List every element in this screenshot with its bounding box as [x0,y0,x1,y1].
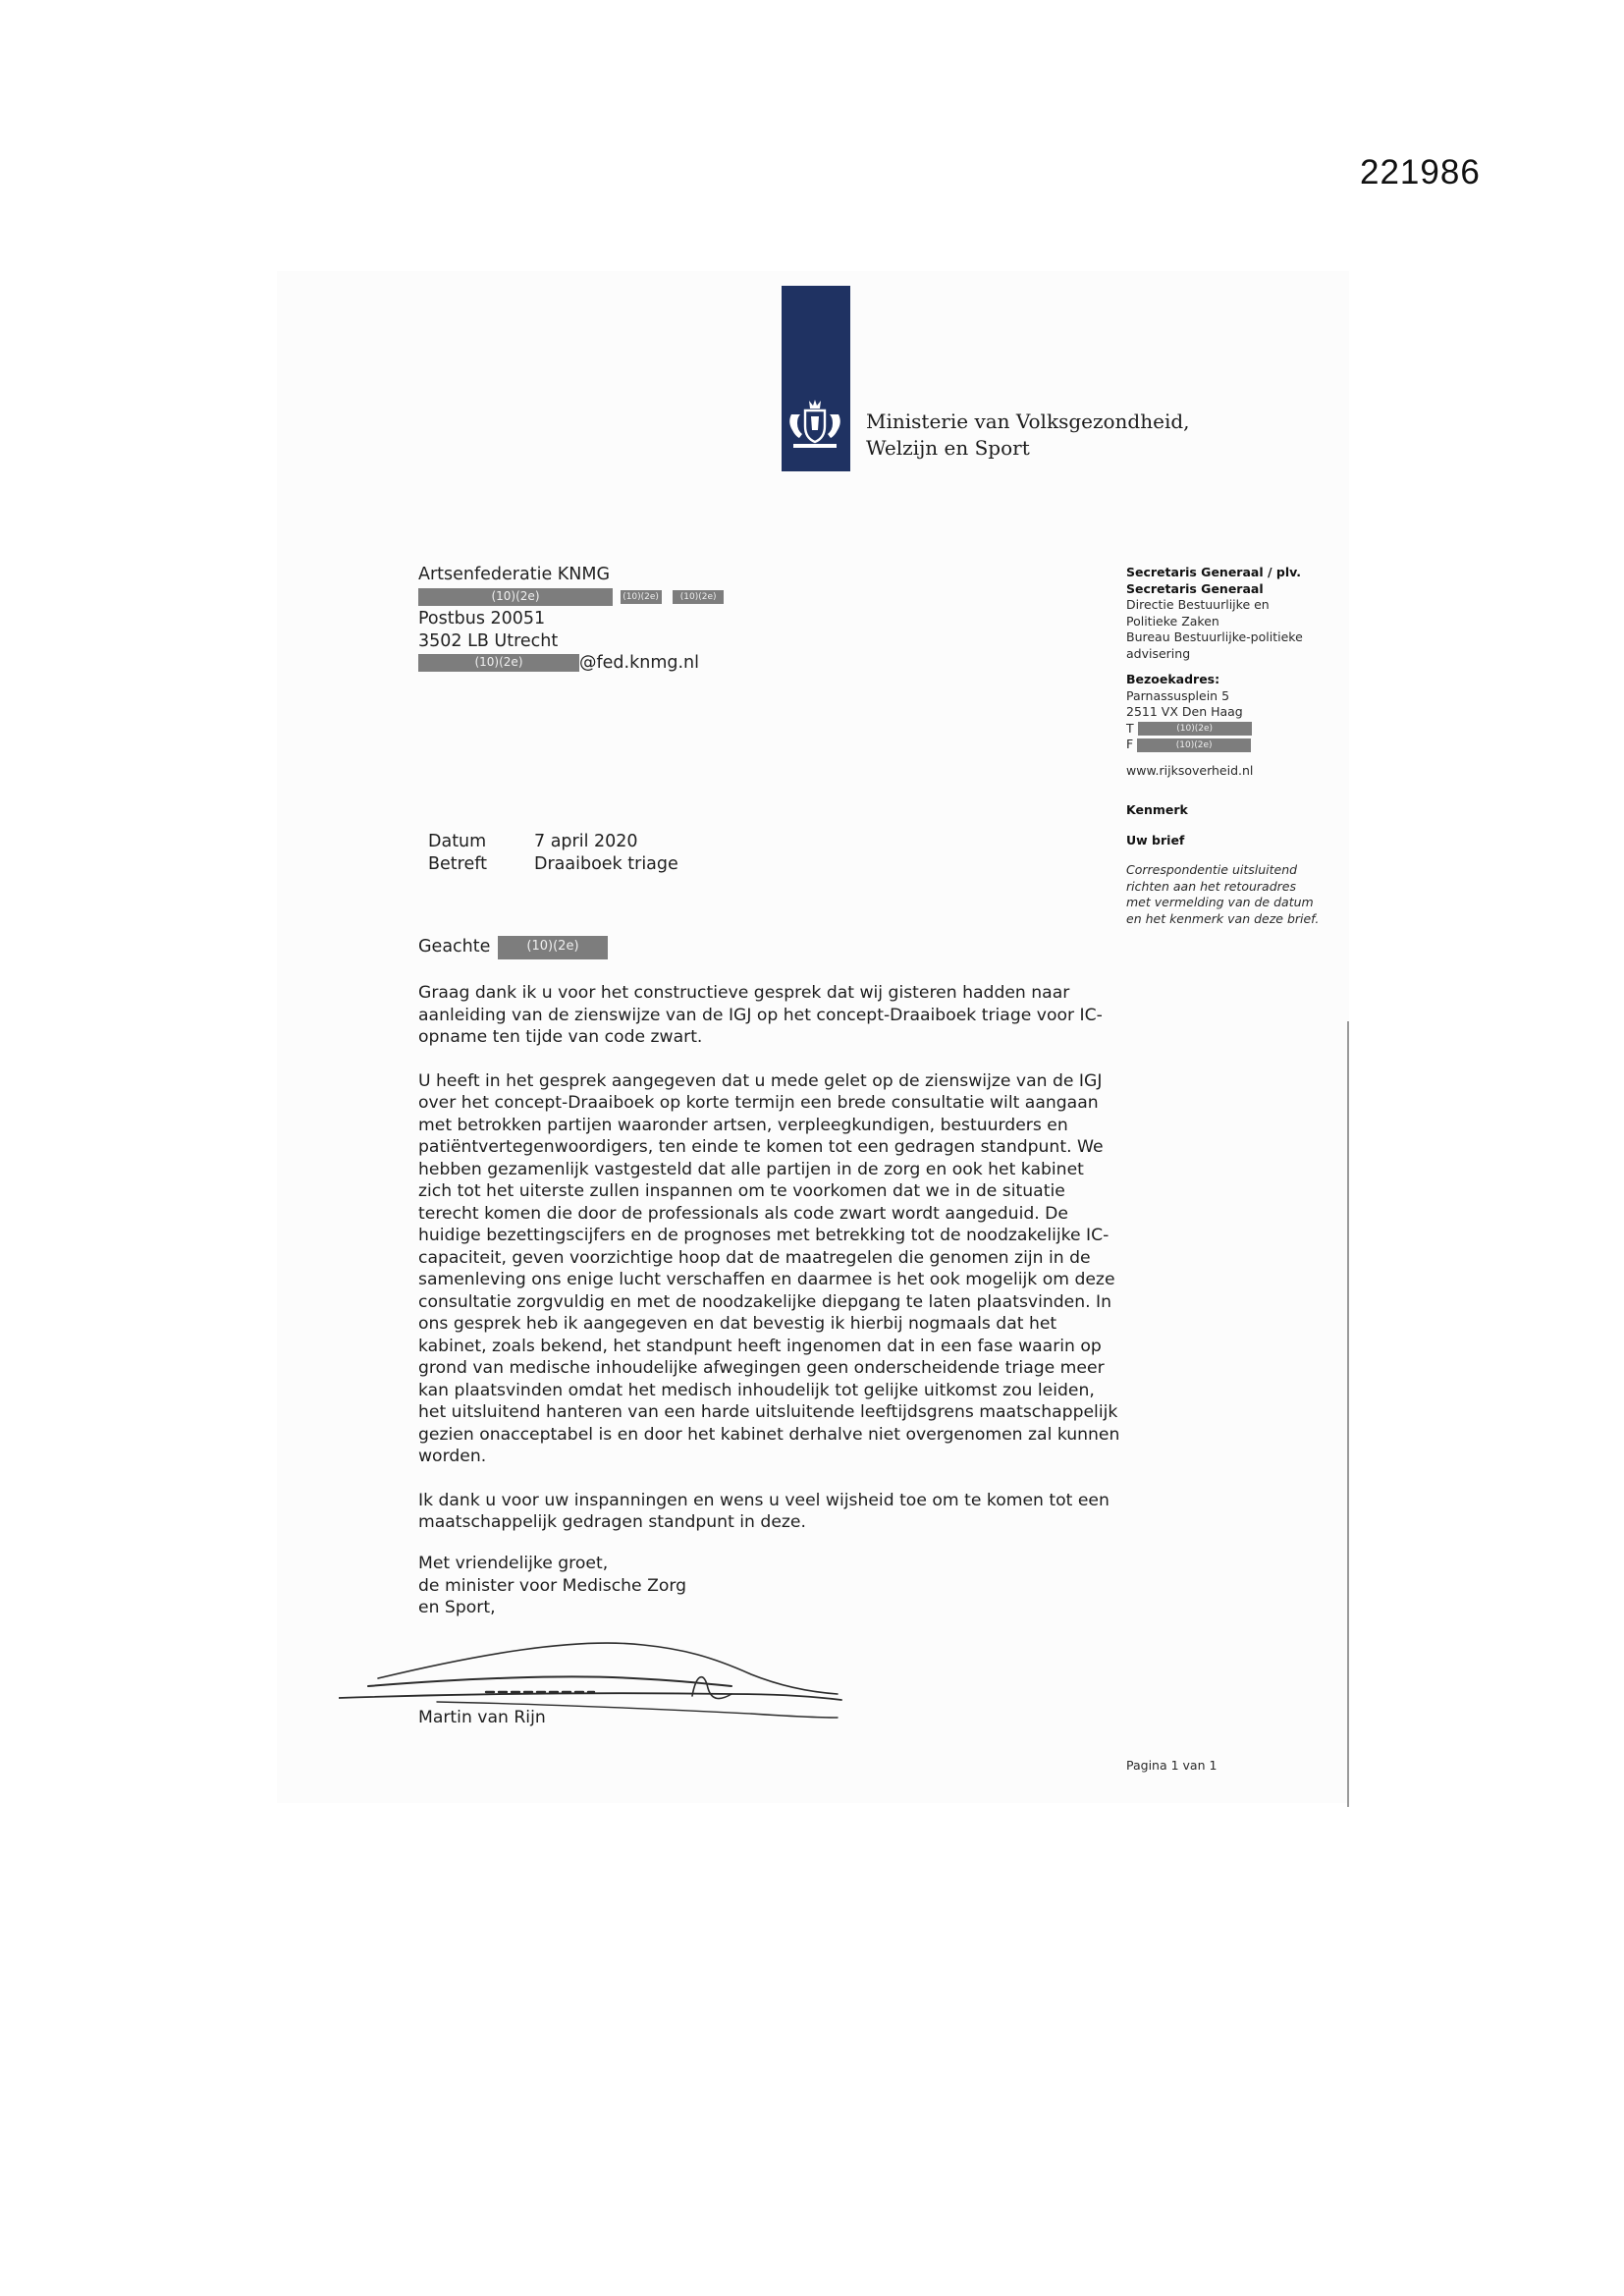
body-line: hebben gezamenlijk vastgesteld dat alle partijen in de zorg en ook het kabinet [418,1159,1084,1179]
sender-city: 2511 VX Den Haag [1126,704,1243,719]
recipient-org: Artsenfederatie KNMG [418,565,611,584]
sender-sidebar [1126,565,1332,927]
body-line: gezien onacceptabel is en door het kabinet derhalve niet overgenomen zal kunnen [418,1424,1120,1445]
body-line: huidige bezettingscijfers en de prognoses met betrekking tot de noodzakelijke IC- [418,1226,1110,1245]
sender-dept-1: Directie Bestuurlijke en [1126,597,1270,612]
recipient-email [418,652,724,675]
body-line: terecht komen die door de professionals als code zwart wordt aangeduid. De [418,1203,1068,1224]
ministry-name [866,409,1190,462]
body-line: met betrokken partijen waaronder artsen, verpleegkundigen, bestuurders en [418,1115,1068,1135]
redaction-a: (10)(2e) [621,590,662,604]
body-line: Ik dank u voor uw inspanningen en wens u veel wijsheid toe om te komen tot een [418,1490,1110,1510]
date-value: 7 april 2020 [534,832,638,851]
fax-redaction: (10)(2e) [1137,738,1251,752]
ministry-line-2: Welzijn en Sport [866,436,1030,460]
salutation-redaction: (10)(2e) [498,936,608,959]
email-redaction: (10)(2e) [418,654,579,672]
body-line: kan plaatsvinden omdat het medisch inhoudelijk tot gelijke uitkomst zou leiden, [418,1380,1095,1400]
phone-redaction: (10)(2e) [1138,722,1252,736]
subject-value: Draaiboek triage [534,853,678,874]
sender-fax [1126,737,1332,753]
coat-of-arms-icon [785,397,844,454]
body-line: zich tot het uiterste zullen inspannen om te voorkomen dat we in de situatie [418,1181,1065,1201]
sender-dept-3: Bureau Bestuurlijke-politieke [1126,629,1303,644]
correspondence-note: Correspondentie uitsluitend richten aan het retouradres met vermelding van de datum en het kenmerk van deze brief. [1126,862,1320,926]
salutation [418,936,608,959]
body-line: het uitsluitend hanteren van een harde uitsluitende leeftijdsgrens maatschappelijk [418,1402,1118,1422]
fax-label: F [1126,737,1134,751]
email-domain: @fed.knmg.nl [579,653,699,673]
page-footer: Pagina 1 van 1 [1126,1758,1218,1773]
uw-brief-label: Uw brief [1126,832,1185,847]
sender-title-1: Secretaris Generaal / plv. [1126,565,1301,579]
paragraph-3 [418,1490,1110,1534]
scan-edge [1347,1021,1349,1807]
body-line: U heeft in het gesprek aangegeven dat u mede gelet op de zienswijze van de IGJ [418,1070,1103,1091]
body-line: consultatie zorgvuldig en met de noodzakelijke diepgang te laten plaatsvinden. In [418,1291,1112,1312]
closing [418,1553,686,1619]
document-number: 221986 [1360,153,1481,191]
body-line: samenleving ons enige lucht verschaffen en daarmee is het ook mogelijk om deze [418,1270,1115,1289]
body-line: Graag dank ik u voor het constructieve gesprek dat wij gisteren hadden naar [418,983,1070,1003]
letter-body [418,982,1120,1556]
handwritten-signature [339,1635,849,1723]
body-line: over het concept-Draaiboek op korte termijn een brede consultatie wilt aangaan [418,1093,1099,1113]
body-line: patiëntvertegenwoordigers, ten einde te komen tot een gedragen standpunt. We [418,1137,1104,1157]
sender-dept-2: Politieke Zaken [1126,613,1219,629]
closing-line-3: en Sport, [418,1598,496,1617]
sender-phone [1126,721,1332,738]
date-label: Datum [428,832,487,851]
body-line: worden. [418,1447,487,1466]
body-line: kabinet, zoals bekend, het standpunt heeft ingenomen dat in een fase waarin op [418,1336,1102,1356]
letter-meta [428,831,678,875]
body-line: ons gesprek heb ik aangegeven en dat bevestig ik hierbij nogmaals dat het [418,1314,1057,1334]
salutation-text: Geachte [418,937,491,957]
redaction-name: (10)(2e) [418,588,613,606]
redaction-b: (10)(2e) [673,590,724,604]
ministry-line-1: Ministerie van Volksgezondheid, [866,410,1190,433]
recipient-city: 3502 LB Utrecht [418,630,559,651]
sender-street: Parnassusplein 5 [1126,687,1230,703]
sender-dept-4: advisering [1126,645,1191,661]
paragraph-2 [418,1070,1120,1468]
recipient-po-box: Postbus 20051 [418,609,546,629]
closing-line-2: de minister voor Medische Zorg [418,1575,687,1596]
body-line: maatschappelijk gedragen standpunt in deze. [418,1512,806,1532]
sender-website: www.rijksoverheid.nl [1126,762,1254,778]
sender-title-2: Secretaris Generaal [1126,580,1264,596]
body-line: capaciteit, geven voorzichtige hoop dat de maatregelen die genomen zijn in de [418,1247,1091,1268]
signer-name: Martin van Rijn [418,1708,546,1727]
visit-address-label: Bezoekadres: [1126,672,1220,686]
kenmerk-label: Kenmerk [1126,802,1188,817]
closing-line-1: Met vriendelijke groet, [418,1554,609,1573]
phone-label: T [1126,720,1134,736]
recipient-redaction-row [418,586,724,609]
body-line: aanleiding van de zienswijze van de IGJ op het concept-Draaiboek triage voor IC- [418,1005,1103,1025]
subject-label: Betreft [428,853,487,874]
recipient-address [418,564,724,675]
body-line: opname ten tijde van code zwart. [418,1027,703,1047]
body-line: grond van medische inhoudelijke afwegingen geen onderscheidende triage meer [418,1358,1105,1378]
paragraph-1 [418,982,1106,1049]
